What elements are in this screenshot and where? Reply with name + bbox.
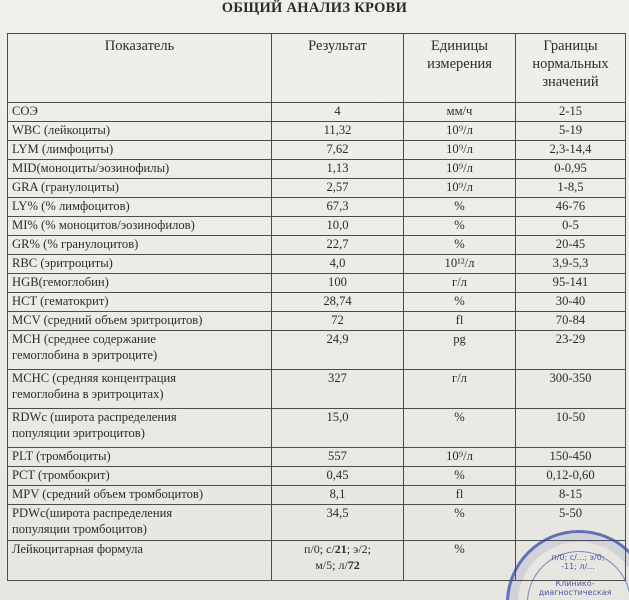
table-header-row — [8, 34, 626, 103]
row-name: MCHC (средняя концентрация гемоглобина в эритроцитах) — [8, 370, 272, 409]
row-unit: 10⁹/л — [404, 179, 516, 198]
table-row — [8, 409, 626, 448]
stamp-top-text: п/0; с/...; э/0; -11; л/... — [551, 553, 605, 571]
row-result: 72 — [272, 312, 404, 331]
table-row — [8, 448, 626, 467]
table-row — [8, 198, 626, 217]
table-row — [8, 541, 626, 581]
stamp-bottom-text: Клинико-диагностическая — [538, 579, 612, 597]
row-norm: 0-5 — [516, 217, 626, 236]
row-name: MID(моноциты/эозинофилы) — [8, 160, 272, 179]
row-name: Лейкоцитарная формула — [8, 541, 272, 581]
row-norm: 8-15 — [516, 486, 626, 505]
row-norm: 3,9-5,3 — [516, 255, 626, 274]
row-unit: pg — [404, 331, 516, 370]
leukocyte-formula: п/0; с/21; э/2; м/5; л/72 — [272, 541, 404, 581]
row-norm: 5-50 — [516, 505, 626, 541]
row-unit: 10⁹/л — [404, 448, 516, 467]
row-result: 557 — [272, 448, 404, 467]
row-norm: 70-84 — [516, 312, 626, 331]
row-name: MPV (средний объем тромбоцитов) — [8, 486, 272, 505]
table-row — [8, 122, 626, 141]
row-name: PCT (тромбокрит) — [8, 467, 272, 486]
row-name: PLT (тромбоциты) — [8, 448, 272, 467]
row-unit: % — [404, 505, 516, 541]
row-norm: 20-45 — [516, 236, 626, 255]
row-unit: мм/ч — [404, 103, 516, 122]
table-row — [8, 236, 626, 255]
row-norm: 2-15 — [516, 103, 626, 122]
row-norm: 46-76 — [516, 198, 626, 217]
table-row — [8, 217, 626, 236]
table-row — [8, 331, 626, 370]
row-norm: 10-50 — [516, 409, 626, 448]
row-unit: 10⁹/л — [404, 122, 516, 141]
row-norm: 0,12-0,60 — [516, 467, 626, 486]
table-row — [8, 274, 626, 293]
header-units: Единицы измерения — [404, 34, 516, 103]
table-row — [8, 467, 626, 486]
row-name: HCT (гематокрит) — [8, 293, 272, 312]
row-result: 2,57 — [272, 179, 404, 198]
row-unit: 10⁹/л — [404, 160, 516, 179]
row-norm: 1-8,5 — [516, 179, 626, 198]
row-result: 100 — [272, 274, 404, 293]
row-unit: % — [404, 541, 516, 581]
row-norm — [516, 541, 626, 581]
row-norm: 150-450 — [516, 448, 626, 467]
row-name: MCH (среднее содержание гемоглобина в эритроците) — [8, 331, 272, 370]
row-result: 15,0 — [272, 409, 404, 448]
header-norms: Границы нормальных значений — [516, 34, 626, 103]
report-title: ОБЩИЙ АНАЛИЗ КРОВИ — [221, 0, 408, 16]
row-unit: г/л — [404, 370, 516, 409]
row-result: 4 — [272, 103, 404, 122]
row-result: 4,0 — [272, 255, 404, 274]
row-name: LY% (% лимфоцитов) — [8, 198, 272, 217]
table-row — [8, 103, 626, 122]
row-name: GR% (% гранулоцитов) — [8, 236, 272, 255]
table-row — [8, 255, 626, 274]
row-result: 22,7 — [272, 236, 404, 255]
row-unit: 10⁹/л — [404, 141, 516, 160]
row-result: 34,5 — [272, 505, 404, 541]
row-norm: 2,3-14,4 — [516, 141, 626, 160]
row-unit: % — [404, 409, 516, 448]
row-norm: 5-19 — [516, 122, 626, 141]
row-result: 24,9 — [272, 331, 404, 370]
row-norm: 30-40 — [516, 293, 626, 312]
table-row — [8, 160, 626, 179]
row-name: RDWc (широта распределения популяции эритроцитов) — [8, 409, 272, 448]
row-result: 327 — [272, 370, 404, 409]
row-result: 11,32 — [272, 122, 404, 141]
row-name: MI% (% моноцитов/эозинофилов) — [8, 217, 272, 236]
row-result: 0,45 — [272, 467, 404, 486]
table-row — [8, 505, 626, 541]
table-row — [8, 141, 626, 160]
table-row — [8, 293, 626, 312]
row-unit: % — [404, 293, 516, 312]
row-unit: % — [404, 217, 516, 236]
row-result: 28,74 — [272, 293, 404, 312]
row-name: MCV (средний объем эритроцитов) — [8, 312, 272, 331]
header-indicator: Показатель — [8, 34, 272, 103]
row-name: HGB(гемоглобин) — [8, 274, 272, 293]
row-norm: 95-141 — [516, 274, 626, 293]
row-norm: 23-29 — [516, 331, 626, 370]
row-unit: % — [404, 467, 516, 486]
table-row — [8, 486, 626, 505]
row-norm: 300-350 — [516, 370, 626, 409]
table-row — [8, 370, 626, 409]
row-result: 67,3 — [272, 198, 404, 217]
header-result: Результат — [272, 34, 404, 103]
row-name: PDWc(широта распределения популяции тромбоцитов) — [8, 505, 272, 541]
row-unit: % — [404, 198, 516, 217]
row-unit: % — [404, 236, 516, 255]
row-result: 8,1 — [272, 486, 404, 505]
row-unit: fl — [404, 312, 516, 331]
row-name: RBC (эритроциты) — [8, 255, 272, 274]
row-result: 1,13 — [272, 160, 404, 179]
row-unit: fl — [404, 486, 516, 505]
row-unit: г/л — [404, 274, 516, 293]
row-unit: 10¹²/л — [404, 255, 516, 274]
blood-test-table — [7, 33, 626, 581]
row-name: GRA (гранулоциты) — [8, 179, 272, 198]
table-row — [8, 179, 626, 198]
row-norm: 0-0,95 — [516, 160, 626, 179]
table-row — [8, 312, 626, 331]
row-name: СОЭ — [8, 103, 272, 122]
row-result: 10,0 — [272, 217, 404, 236]
row-name: WBC (лейкоциты) — [8, 122, 272, 141]
row-result: 7,62 — [272, 141, 404, 160]
row-name: LYM (лимфоциты) — [8, 141, 272, 160]
